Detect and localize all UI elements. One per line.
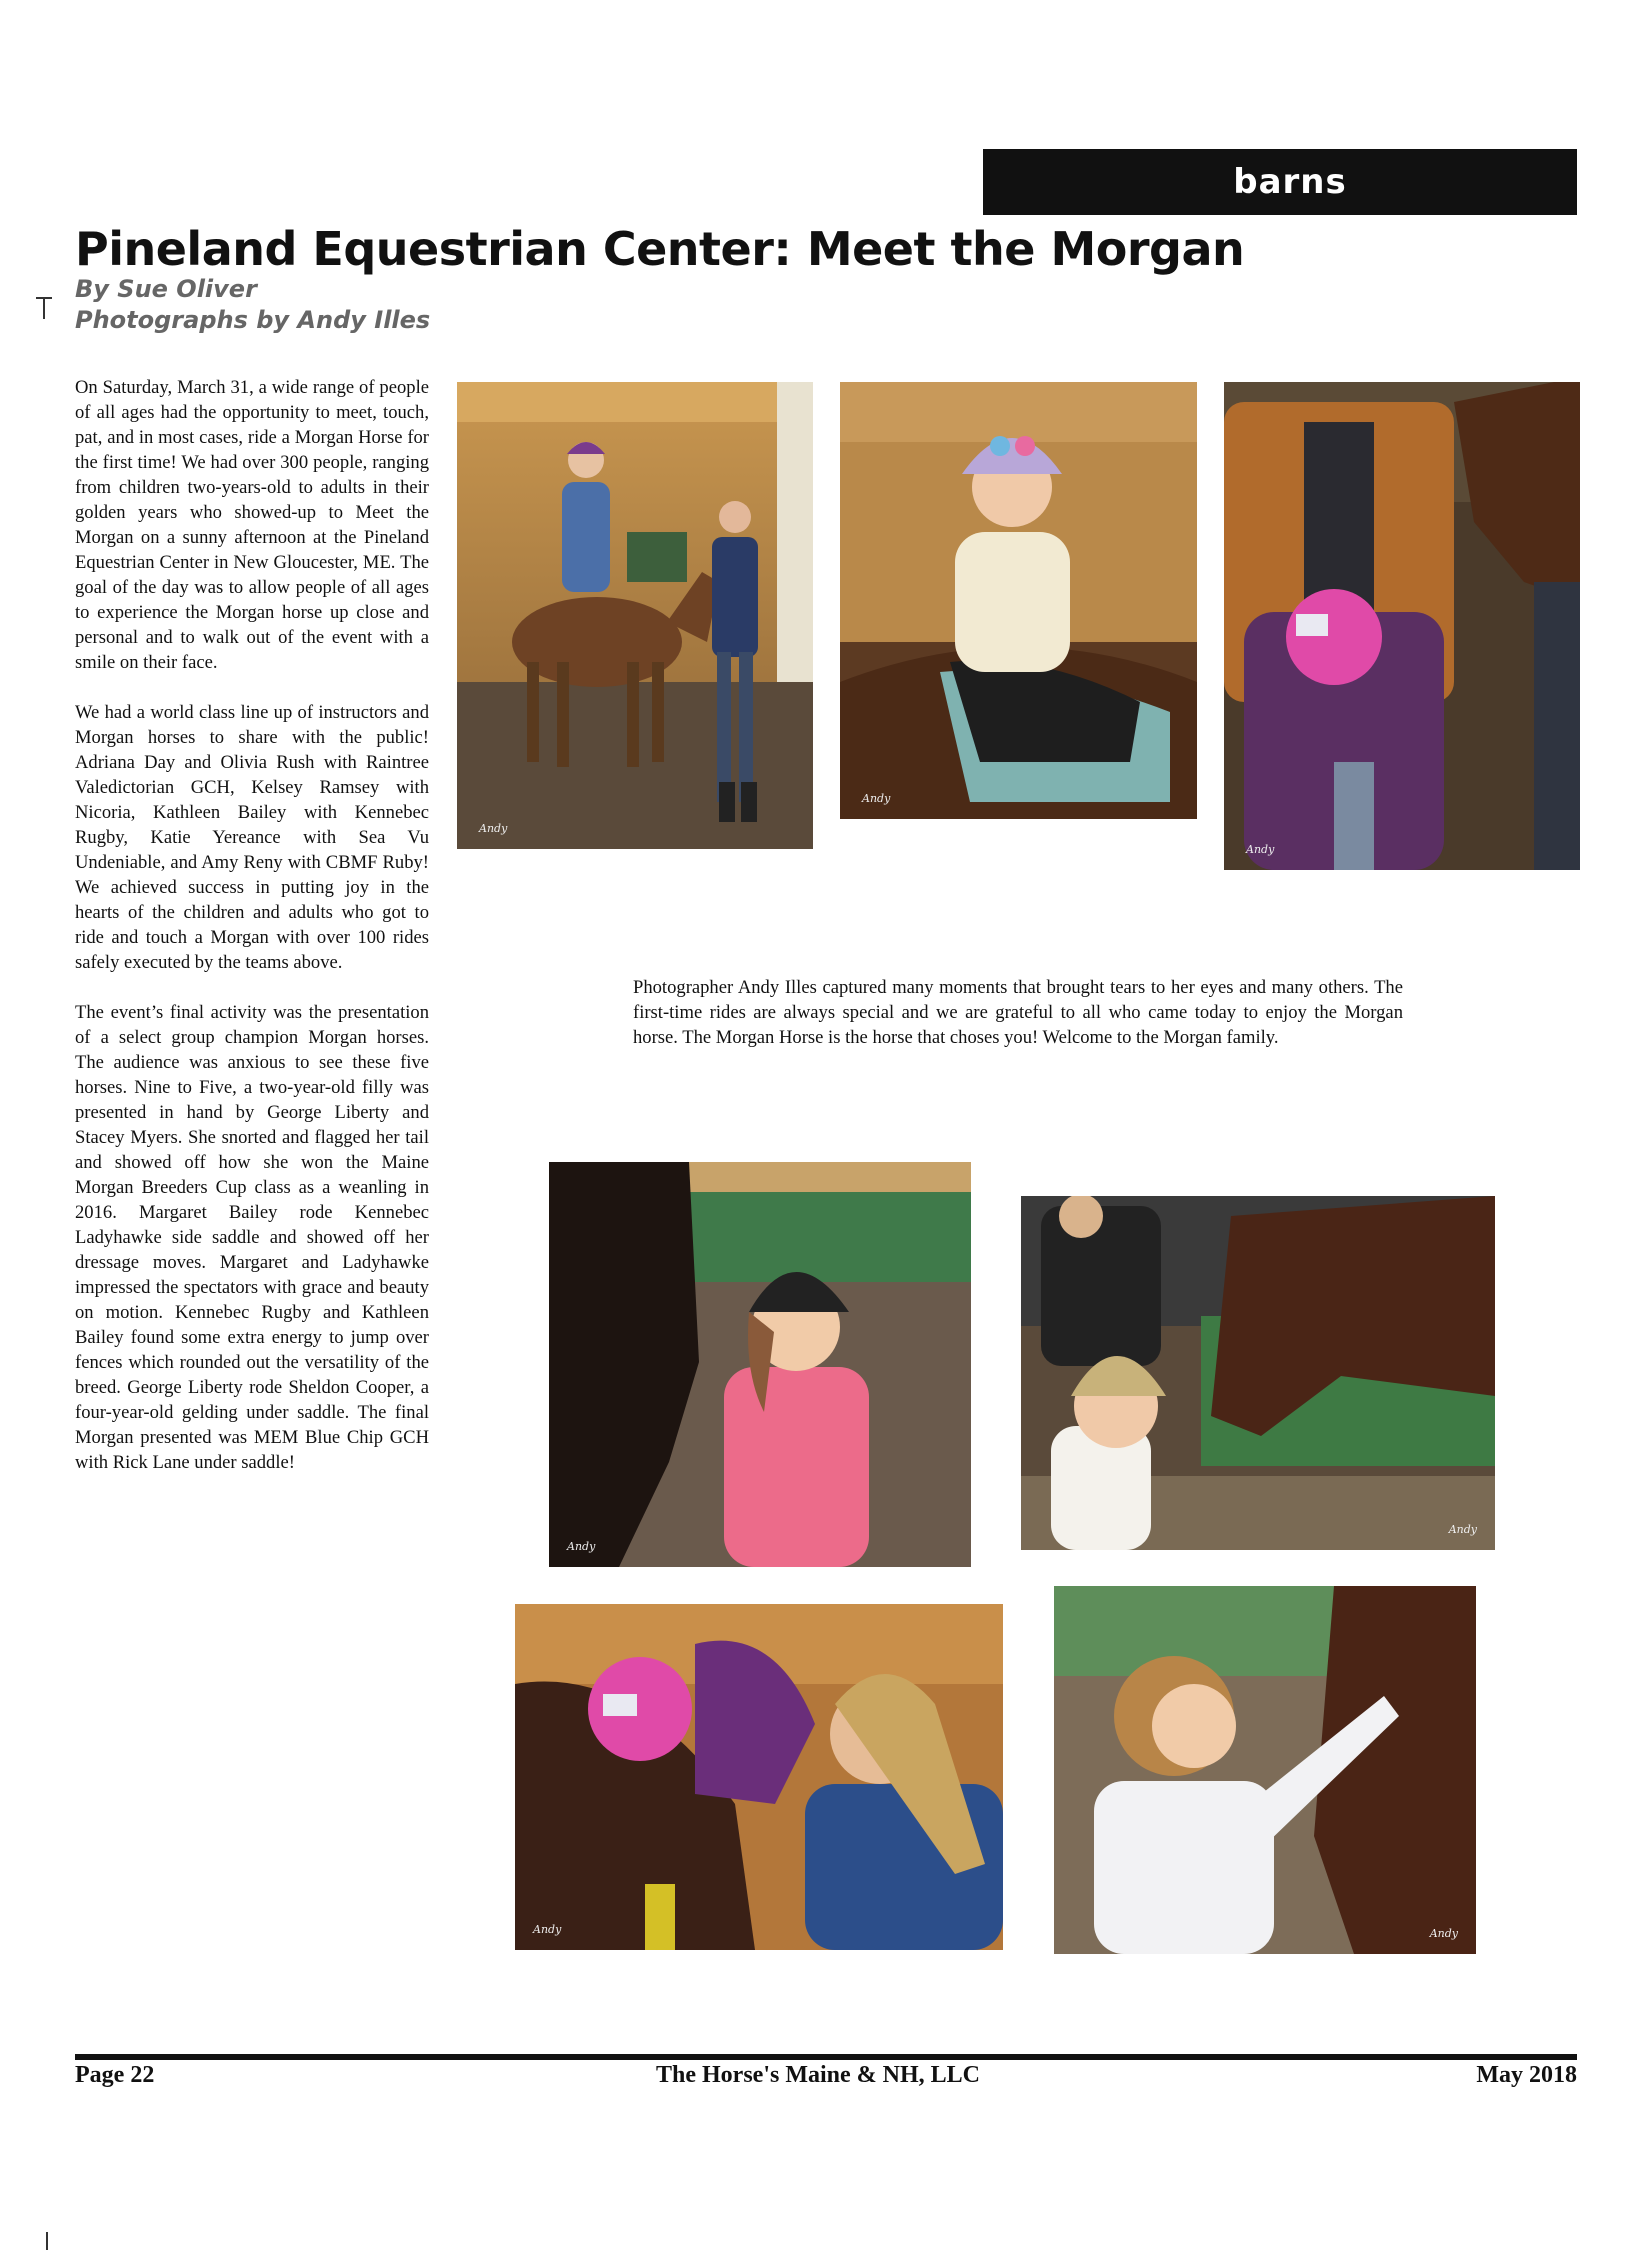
nose-to-horse-illustration — [1021, 1196, 1495, 1550]
photo-woman-riding-horse — [457, 382, 813, 849]
page-number: Page 22 — [75, 2062, 155, 2088]
section-label: barns — [1233, 162, 1347, 202]
girl-beside-horse-illustration — [549, 1162, 971, 1567]
body-paragraph: The event’s final activity was the presentation of a select group champion Morgan horses. The audience was anxious to see these five horses. Nine to Five, a two-year-old filly was presented in hand by George Liberty and Stacey Myers. She snorted and flagged her tail and showed off how she won the Maine Morgan Breeders Cup class as a weanling in 2016. Margaret Bailey rode Kennebec Ladyhawke side saddle and showed off her dressage moves. Margaret and Ladyhawke impressed the spectators with grace and beauty on motion. Kennebec Rugby and Kathleen Bailey found some extra energy to jump over fences which rounded out the versatility of the breed. George Liberty rode Sheldon Cooper, a four-year-old gelding under saddle. The final Morgan presented was MEM Blue Chip GCH with Rick Lane under saddle! — [75, 1002, 429, 1473]
photo-child-hugging-horse — [515, 1604, 1003, 1950]
text-cursor-icon — [36, 297, 54, 319]
photo-signature: Andy — [1246, 843, 1275, 856]
crop-mark — [46, 2232, 48, 2250]
toddler-scene-illustration — [840, 382, 1197, 819]
photo-signature: Andy — [479, 822, 508, 835]
photo-child-petting-horse — [1224, 382, 1580, 870]
article-headline: Pineland Equestrian Center: Meet the Morgan — [75, 222, 1245, 276]
article-body — [75, 375, 429, 1500]
photo-toddler-on-horse — [840, 382, 1197, 819]
photo-signature: Andy — [1429, 1927, 1458, 1940]
riding-scene-illustration — [457, 382, 813, 849]
curly-girl-illustration — [1054, 1586, 1476, 1954]
photo-girl-nose-to-horse — [1021, 1196, 1495, 1550]
photo-girl-beside-horse — [549, 1162, 971, 1567]
author-byline: By Sue Oliver — [75, 275, 257, 303]
photo-signature: Andy — [567, 1540, 596, 1553]
photo-signature: Andy — [1448, 1523, 1477, 1536]
hugging-horse-illustration — [515, 1604, 1003, 1950]
petting-scene-illustration — [1224, 382, 1580, 870]
section-header-bar — [983, 149, 1577, 215]
photo-signature: Andy — [862, 792, 891, 805]
footer-divider — [75, 2054, 1577, 2060]
photographer-byline: Photographs by Andy Illes — [75, 306, 431, 334]
publication-name: The Horse's Maine & NH, LLC — [656, 2062, 980, 2088]
photo-signature: Andy — [533, 1923, 562, 1936]
body-paragraph: On Saturday, March 31, a wide range of people of all ages had the opportunity to meet, touch, pat, and in most cases, ride a Morgan Horse for the first time! We had over 300 people, ranging from children two-years-old to adults in their golden years who showed-up to Meet the Morgan on a sunny afternoon at the Pineland Equestrian Center in New Gloucester, ME. The goal of the day was to allow people of all ages to experience the Morgan horse up close and personal and to walk out of the event with a smile on their face. — [75, 377, 429, 673]
photo-caption: Photographer Andy Illes captured many moments that brought tears to her eyes and many others. The first-time rides are always special and we are grateful to all who came today to enjoy the Morgan horse. The Morgan Horse is the horse that choses you! Welcome to the Morgan family. — [633, 977, 1403, 1048]
body-paragraph: We had a world class line up of instructors and Morgan horses to share with the public! Adriana Day and Olivia Rush with Raintree Valedictorian GCH, Kelsey Ramsey with Nicoria, Kathleen Bailey with Kennebec Rugby, Katie Yereance with Sea Vu Undeniable, and Amy Reny with CBMF Ruby! We achieved success in putting joy in the hearts of the children and adults who got to ride and touch a Morgan with over 100 rides safely executed by the teams above. — [75, 702, 429, 973]
photo-curly-girl-petting-horse — [1054, 1586, 1476, 1954]
issue-date: May 2018 — [1476, 2062, 1577, 2088]
